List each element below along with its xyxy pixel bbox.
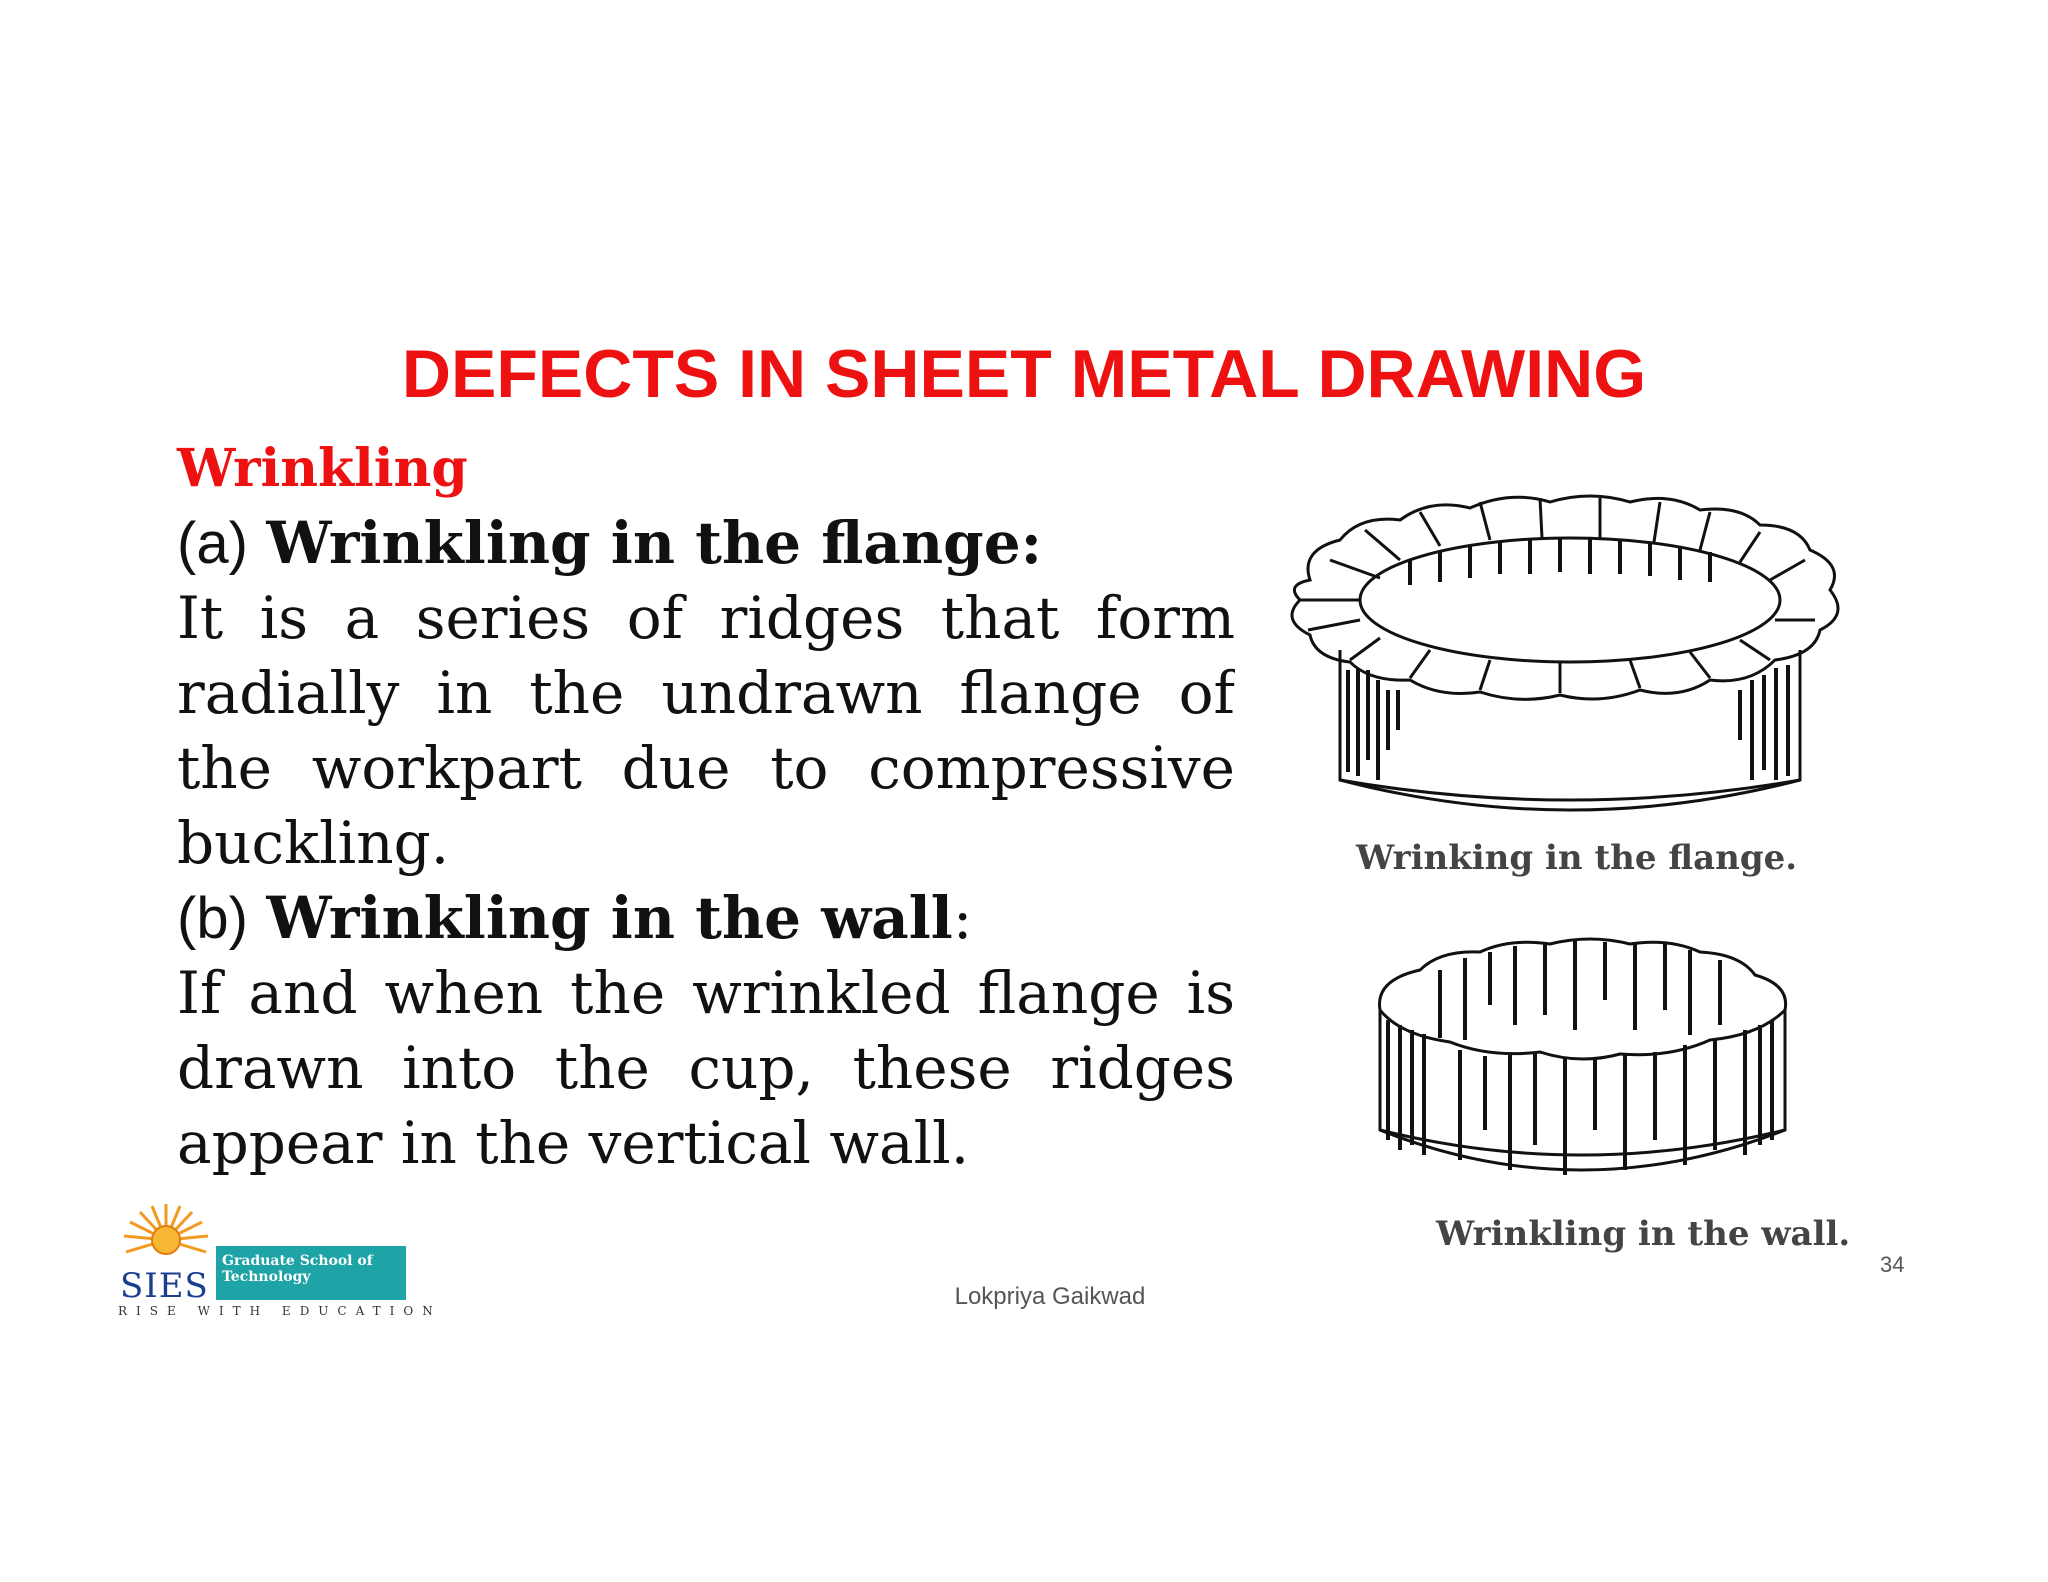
wall-figure-caption: Wrinkling in the wall. — [1436, 1214, 1851, 1254]
section-a-prefix: (a) — [177, 511, 248, 576]
logo-box-line-2: Technology — [222, 1269, 311, 1285]
section-b-label — [177, 881, 1235, 956]
page-number: 34 — [1880, 1252, 1905, 1277]
flange-figure-caption: Wrinking in the flange. — [1356, 838, 1798, 878]
section-b-title: Wrinkling in the wall — [266, 884, 953, 952]
section-b-line-2: drawn into the cup, these ridges — [177, 1034, 1235, 1102]
body-text — [177, 506, 1235, 1181]
section-b-colon: : — [952, 884, 973, 952]
section-a-line-2: radially in the undrawn flange of — [177, 659, 1235, 727]
logo-box-line-1: Graduate School of — [222, 1253, 373, 1269]
logo-school-box — [216, 1246, 406, 1300]
section-b-line-1: If and when the wrinkled flange is — [177, 959, 1235, 1027]
flange-wrinkle-figure — [1270, 490, 1870, 820]
wall-wrinkle-figure — [1360, 930, 1800, 1200]
subhead-wrinkling: Wrinkling — [177, 438, 468, 499]
section-a-line-4: buckling. — [177, 809, 450, 877]
sies-logo — [116, 1200, 442, 1320]
slide-title: DEFECTS IN SHEET METAL DRAWING — [401, 336, 1647, 412]
section-a-title: Wrinkling in the flange: — [266, 509, 1043, 577]
logo-tagline: RISE WITH EDUCATION — [118, 1304, 442, 1318]
section-b-prefix: (b) — [177, 886, 248, 951]
logo-wordmark: SIES — [120, 1266, 209, 1306]
section-a-line-3: the workpart due to compressive — [177, 734, 1235, 802]
footer-author: Lokpriya Gaikwad — [954, 1283, 1146, 1310]
section-a-line-1: It is a series of ridges that form — [177, 584, 1235, 652]
section-b-line-3: appear in the vertical wall. — [177, 1109, 970, 1177]
section-a-label — [177, 506, 1235, 581]
sun-emblem-icon — [116, 1200, 216, 1272]
